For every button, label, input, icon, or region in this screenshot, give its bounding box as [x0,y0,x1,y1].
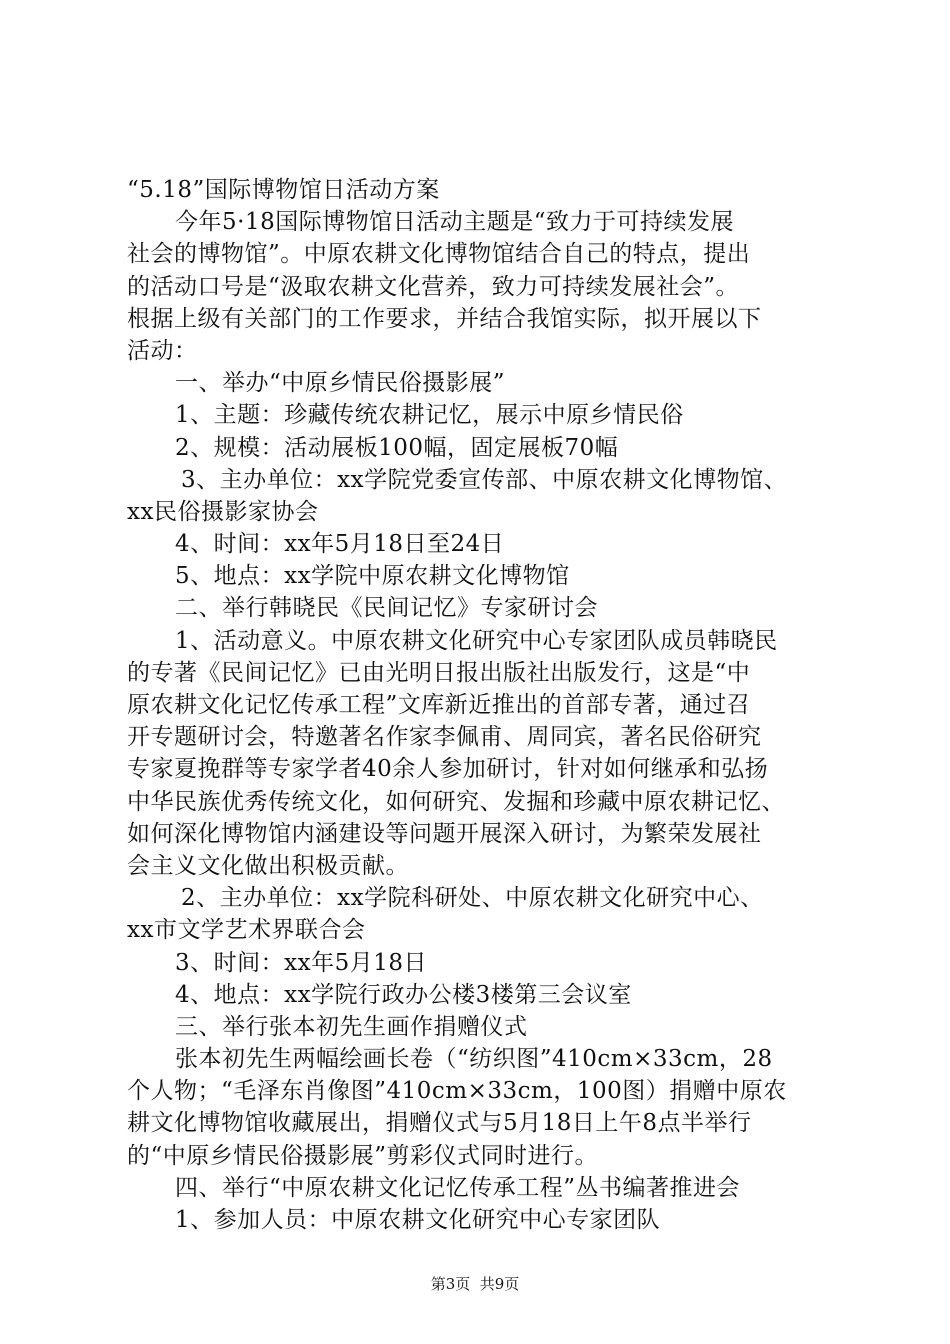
list-item: 5、地点：xx学院中原农耕文化博物馆 [175,563,570,590]
paragraph-line: 张本初先生两幅绘画长卷（“纺织图”410cm×33cm，28 [175,1046,773,1073]
paragraph-line: 的专著《民间记忆》已由光明日报出版社出版发行，这是“中 [127,659,751,686]
section-heading: 一、举办“中原乡情民俗摄影展” [175,370,506,397]
paragraph-line: 1、活动意义。中原农耕文化研究中心专家团队成员韩晓民 [175,627,778,654]
list-item: 2、规模：活动展板100幅，固定展板70幅 [175,434,619,461]
list-item: 2、主办单位：xx学院科研处、中原农耕文化研究中心、 [181,885,764,912]
paragraph-line: 耕文化博物馆收藏展出，捐赠仪式与5月18日上午8点半举行 [127,1110,752,1137]
paragraph-line: 会主义文化做出积极贡献。 [127,852,409,879]
paragraph-line: 开专题研讨会，特邀著名作家李佩甫、周同宾，著名民俗研究 [127,724,762,751]
list-item: 1、主题：珍藏传统农耕记忆，展示中原乡情民俗 [175,402,684,429]
list-item-continued: xx市文学艺术界联合会 [127,917,366,944]
paragraph-line: 个人物；“毛泽东肖像图”410cm×33cm，100图）捐赠中原农 [127,1078,787,1105]
list-item: 4、时间：xx年5月18日至24日 [175,531,505,558]
paragraph-line: 活动： [127,337,198,364]
section-heading: 四、举行“中原农耕文化记忆传承工程”丛书编著推进会 [175,1174,741,1201]
section-heading: 二、举行韩晓民《民间记忆》专家研讨会 [175,595,598,622]
list-item: 3、时间：xx年5月18日 [175,949,427,976]
paragraph-line: 专家夏挽群等专家学者40余人参加研讨，针对如何继承和弘扬 [127,756,769,783]
page-number-footer: 第3页 共9页 [430,1275,520,1293]
document-body [127,174,839,1236]
paragraph-line: 社会的博物馆”。中原农耕文化博物馆结合自己的特点，提出 [127,241,751,268]
paragraph-line: 根据上级有关部门的工作要求，并结合我馆实际，拟开展以下 [127,305,762,332]
paragraph-line: 原农耕文化记忆传承工程”文库新近推出的首部专著，通过召 [127,692,751,718]
list-item-continued: xx民俗摄影家协会 [127,498,319,525]
paragraph-line: 的活动口号是“汲取农耕文化营养，致力可持续发展社会”。 [127,273,740,300]
document-title: “5.18”国际博物馆日活动方案 [127,177,440,203]
list-item: 4、地点：xx学院行政办公楼3楼第三会议室 [175,981,632,1008]
paragraph-line: 今年5·18国际博物馆日活动主题是“致力于可持续发展 [175,209,734,236]
list-item: 1、参加人员：中原农耕文化研究中心专家团队 [175,1207,661,1233]
paragraph-line: 的“中原乡情民俗摄影展”剪彩仪式同时进行。 [127,1142,599,1169]
section-heading: 三、举行张本初先生画作捐赠仪式 [175,1013,528,1040]
paragraph-line: 如何深化博物馆内涵建设等问题开展深入研讨，为繁荣发展社 [127,820,762,847]
paragraph-line: 中华民族优秀传统文化，如何研究、发掘和珍藏中原农耕记忆、 [127,788,785,815]
list-item: 3、主办单位：xx学院党委宣传部、中原农耕文化博物馆、 [181,466,788,493]
